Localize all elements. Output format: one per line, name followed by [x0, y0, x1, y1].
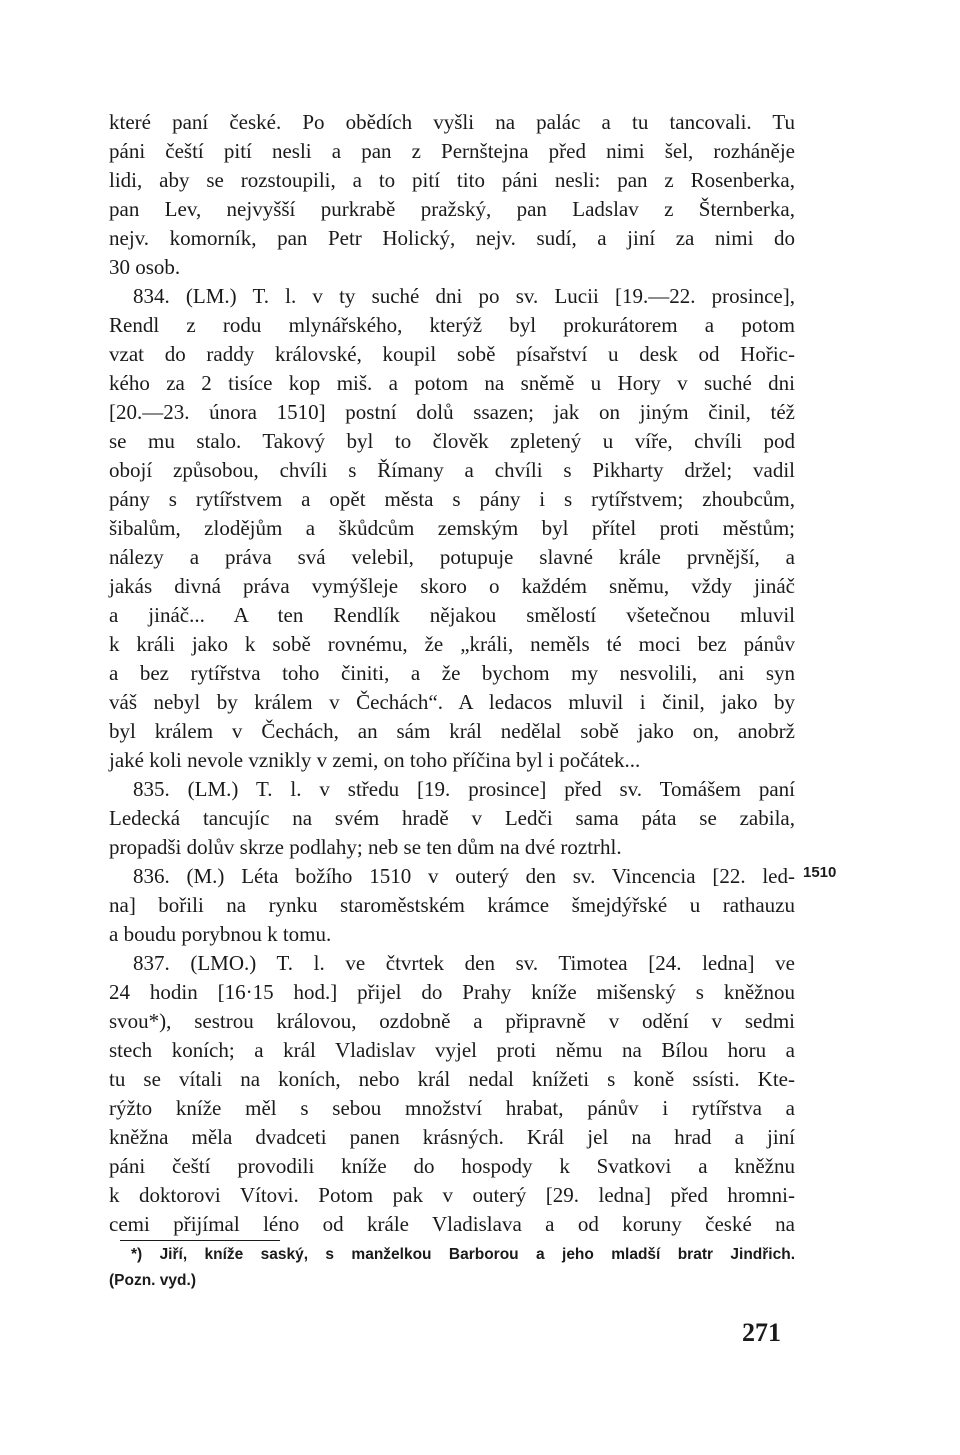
text-line: lidi, aby se rozstoupili, a to pití tito páni nesli: pan z Rosenberka,: [109, 168, 795, 192]
text-line: rýžto kníže měl s sebou množství hrabat, pánův i rytířstva a: [109, 1096, 795, 1120]
text-line: vzat do raddy královské, koupil sobě písařství u desk od Hořic-: [109, 342, 795, 366]
text-line: Rendl z rodu mlynářského, kterýž byl prokurátorem a potom: [109, 313, 795, 337]
page-number: 271: [742, 1318, 781, 1347]
text-line: stech koních; a král Vladislav vyjel proti němu na Bílou horu a: [109, 1038, 795, 1062]
text-line: propadši dolův skrze podlahy; neb se ten dům na dvé roztrhl.: [109, 835, 622, 859]
text-line: 30 osob.: [109, 255, 181, 279]
entry-836-start: 836. (M.) Léta božího 1510 v outerý den sv. Vincencia [22. led-: [133, 864, 795, 888]
text-line: šibalům, zlodějům a škůdcům zemským byl přítel proti městům;: [109, 516, 795, 540]
text-line: svou*), sestrou královou, ozdobně a připravně v odění v sedmi: [109, 1009, 795, 1033]
text-line: se mu stalo. Takový byl to člověk zpletený u víře, chvíli pod: [109, 429, 795, 453]
text-line: nejv. komorník, pan Petr Holický, nejv. sudí, a jiní za nimi do: [109, 226, 795, 250]
footnote-text: *) Jiří, kníže saský, s manželkou Barborou a jeho mladší bratr Jindřich.: [131, 1246, 795, 1263]
footnote-text: (Pozn. vyd.): [109, 1272, 196, 1289]
text-line: na] bořili na rynku staroměstském krámce šmejdýřské u rathauzu: [109, 893, 795, 917]
margin-year-note: 1510: [803, 864, 837, 881]
text-line: váš nebyl by králem v Čechách“. A ledacos mluvil i činil, jako by: [109, 690, 795, 714]
text-line: a boudu porybnou k tomu.: [109, 922, 332, 946]
text-line: byl králem v Čechách, an sám král nedělal sobě jako on, anobrž: [109, 719, 795, 743]
text-line: k doktorovi Vítovi. Potom pak v outerý [29. ledna] před hromni-: [109, 1183, 795, 1207]
entry-834-start: 834. (LM.) T. l. v ty suché dni po sv. Lucii [19.—22. prosince],: [133, 284, 795, 308]
text-line: páni čeští provodili kníže do hospody k Svatkovi a kněžnu: [109, 1154, 795, 1178]
footnote-divider: [120, 1240, 280, 1241]
text-line: jakás divná práva vymýšleje skoro o každém sněmu, vždy jináč: [109, 574, 795, 598]
text-line: které paní české. Po obědích vyšli na palác a tu tancovali. Tu: [109, 110, 795, 134]
text-line: a bez rytířstva toho činiti, a že bychom my nesvolili, ani syn: [109, 661, 795, 685]
entry-837-start: 837. (LMO.) T. l. ve čtvrtek den sv. Timotea [24. ledna] ve: [133, 951, 795, 975]
text-line: k králi jako k sobě rovnému, že „králi, neměls té moci bez pánův: [109, 632, 795, 656]
text-line: páni čeští pití nesli a pan z Pernštejna před nimi šel, rozháněje: [109, 139, 795, 163]
text-line: tu se vítali na koních, nebo král nedal knížeti s koně ssísti. Kte-: [109, 1067, 795, 1091]
text-line: cemi přijímal léno od krále Vladislava a od koruny české na: [109, 1212, 795, 1236]
entry-835-start: 835. (LM.) T. l. v středu [19. prosince] před sv. Tomášem paní: [133, 777, 795, 801]
text-line: obojí způsobou, chvíli s Římany a chvíli s Pikharty držel; vadil: [109, 458, 795, 482]
text-line: 24 hodin [16·15 hod.] přijel do Prahy kníže mišenský s kněžnou: [109, 980, 795, 1004]
text-line: nálezy a práva svá velebil, potupuje slavné krále prvnější, a: [109, 545, 795, 569]
text-line: [20.—23. února 1510] postní dolů ssazen; jak on jiným činil, též: [109, 400, 795, 424]
text-line: Ledecká tancujíc na svém hradě v Ledči sama páta se zabila,: [109, 806, 795, 830]
text-line: pány s rytířstvem a opět města s pány i s rytířstvem; zhoubcům,: [109, 487, 795, 511]
text-line: pan Lev, nejvyšší purkrabě pražský, pan Ladslav z Šternberka,: [109, 197, 795, 221]
text-line: kého za 2 tisíce kop miš. a potom na sněmě u Hory v suché dni: [109, 371, 795, 395]
text-line: jaké koli nevole vznikly v zemi, on toho příčina byl i počátek...: [109, 748, 641, 772]
text-line: a jináč... A ten Rendlík nějakou smělostí všetečnou mluvil: [109, 603, 795, 627]
text-line: kněžna měla dvadceti panen krásných. Král jel na hrad a jiní: [109, 1125, 795, 1149]
